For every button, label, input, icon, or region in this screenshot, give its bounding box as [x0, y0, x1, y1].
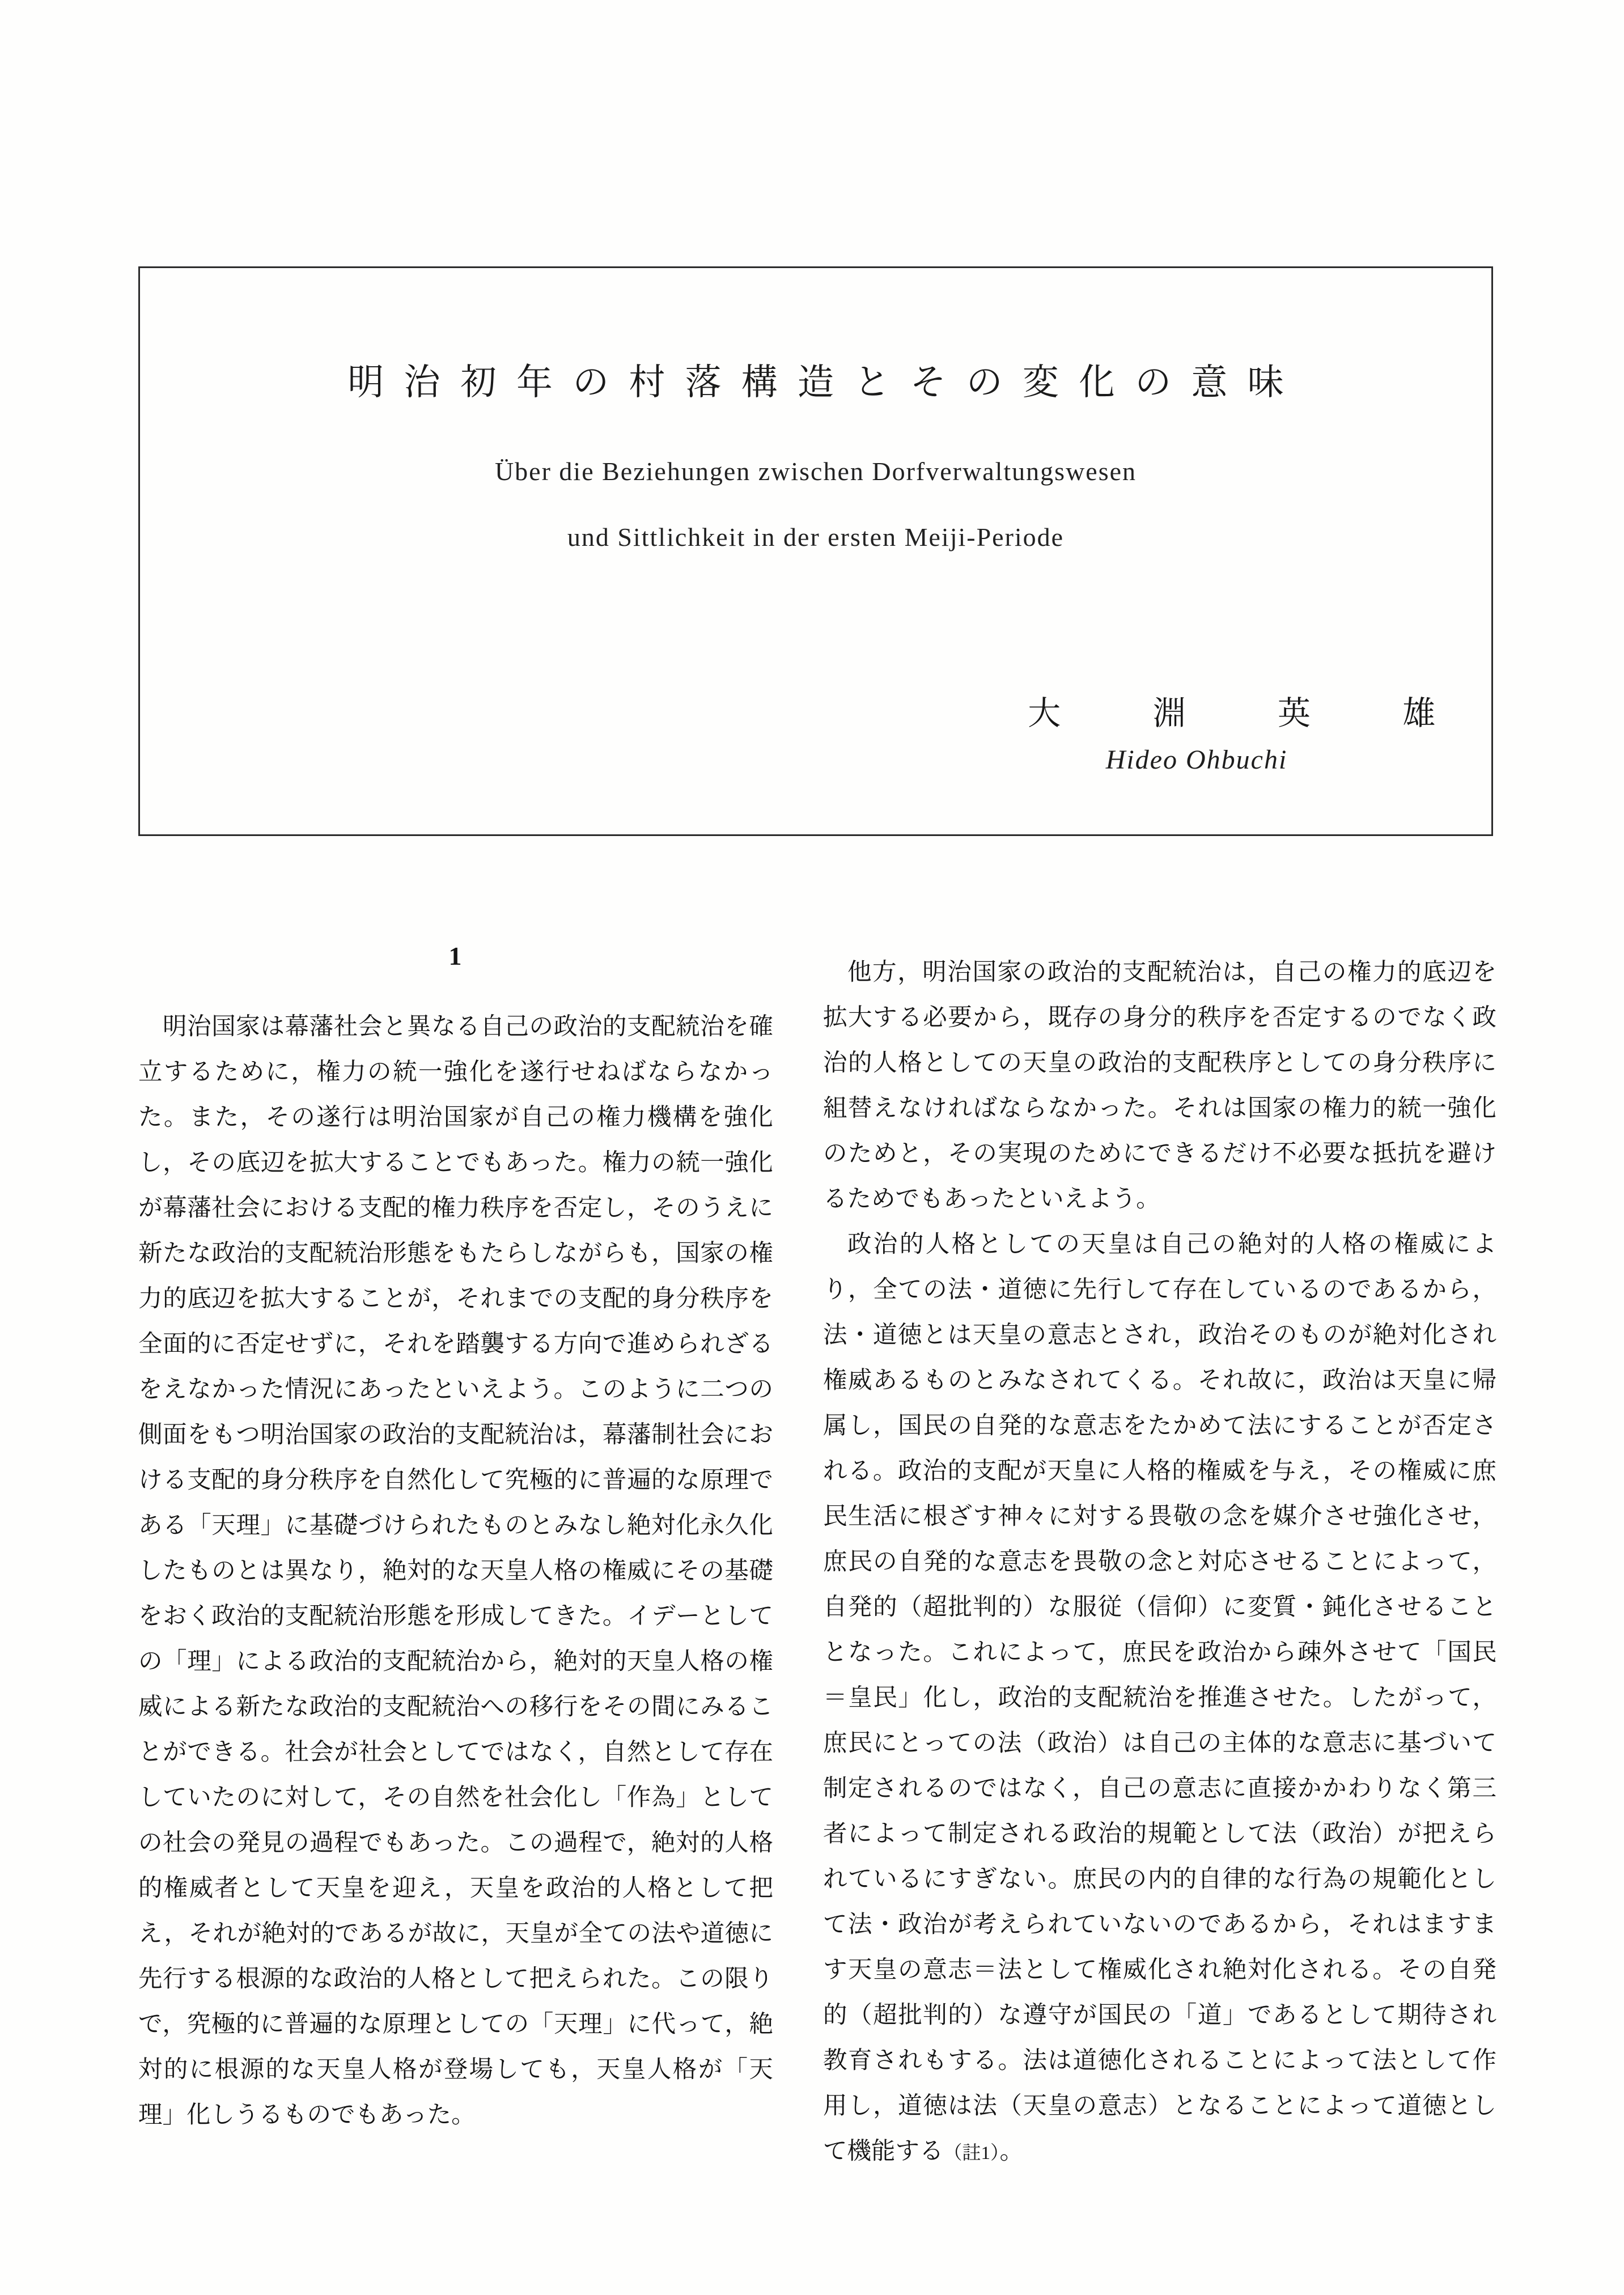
paper-subtitle-german-line2: und Sittlichkeit in der ersten Meiji-Periode	[567, 523, 1065, 552]
author-block	[998, 686, 1465, 775]
author-name-romaji: Hideo Ohbuchi	[1105, 745, 1288, 775]
title-box	[138, 266, 1493, 836]
body-column-left	[138, 1004, 773, 2138]
paragraph	[823, 1222, 1496, 2176]
section-number: 1	[448, 941, 462, 970]
sentence-end: 。	[999, 2138, 1024, 2165]
paper-title-japanese: 明治初年の村落構造とその変化の意味	[347, 362, 1304, 402]
paper-subtitle-german-line1: Über die Beziehungen zwischen Dorfverwaltungswesen	[494, 457, 1137, 486]
paragraph-text: 政治的人格としての天皇は自己の絶対的人格の権威により，全ての法・道徳に先行して存在しているのであるから，法・道徳とは天皇の意志とされ，政治そのものが絶対化され権威あるものとみなされてくる。それ故に，政治は天皇に帰属し，国民の自発的な意志をたかめて法にすることが否定される。政治的支配が天皇に人格的権威を与え，その権威に庶民生活に根ざす神々に対する畏敬の念を媒介させ強化させ，庶民の自発的な意志を畏敬の念と対応させることによって，自発的（超批判的）な服従（信仰）に変質・鈍化させることとなった。これによって，庶民を政治から疎外させて「国民＝皇民」化し，政治的支配統治を推進させた。したがって，庶民にとっての法（政治）は自己の主体的な意志に基づいて制定されるのではなく，自己の意志に直接かかわりなく第三者によって制定される政治的規範として法（政治）が把えられているにすぎない。庶民の内的自律的な行為の規範化として法・政治が考えられていないのであるから，それはますます天皇の意志＝法として権威化され絶対化される。その自発的（超批判的）な遵守が国民の「道」であるとして期待され教育されもする。法は道徳化されることによって法として作用し，道徳は法（天皇の意志）となることによって道徳として機能する	[823, 1231, 1496, 2165]
paragraph: 明治国家は幕藩社会と異なる自己の政治的支配統治を確立するために，権力の統一強化を遂行せねばならなかった。また，その遂行は明治国家が自己の権力機構を強化し，その底辺を拡大することでもあった。権力の統一強化が幕藩社会における支配的権力秩序を否定し，そのうえに新たな政治的支配統治形態をもたらしながらも，国家の権力的底辺を拡大することが，それまでの支配的身分秩序を全面的に否定せずに，それを踏襲する方向で進められざるをえなかった情況にあったといえよう。このように二つの側面をもつ明治国家の政治的支配統治は，幕藩制社会における支配的身分秩序を自然化して究極的に普遍的な原理である「天理」に基礎づけられたものとみなし絶対化永久化したものとは異なり，絶対的な天皇人格の権威にその基礎をおく政治的支配統治形態を形成してきた。イデーとしての「理」による政治的支配統治から，絶対的天皇人格の権威による新たな政治的支配統治への移行をその間にみることができる。社会が社会としてではなく，自然として存在していたのに対して，その自然を社会化し「作為」としての社会の発見の過程でもあった。この過程で，絶対的人格的権威者として天皇を迎え，天皇を政治的人格として把え，それが絶対的であるが故に，天皇が全ての法や道徳に先行する根源的な政治的人格として把えられた。この限りで，究極的に普遍的な原理としての「天理」に代って，絶対的に根源的な天皇人格が登場しても，天皇人格が「天理」化しうるものでもあった。	[138, 1013, 773, 2128]
footnote-marker: （註1）	[943, 2143, 1000, 2164]
paragraph: 他方，明治国家の政治的支配統治は，自己の権力的底辺を拡大する必要から，既存の身分的秩序を否定するのでなく政治的人格としての天皇の政治的支配秩序としての身分秩序に組替えなければならなかった。それは国家の権力的統一強化のためと，その実現のためにできるだけ不必要な抵抗を避けるためでもあったといえよう。	[823, 959, 1496, 1212]
body-column-right	[823, 950, 1496, 2176]
author-name-japanese: 大 淵 英 雄	[1028, 695, 1465, 732]
